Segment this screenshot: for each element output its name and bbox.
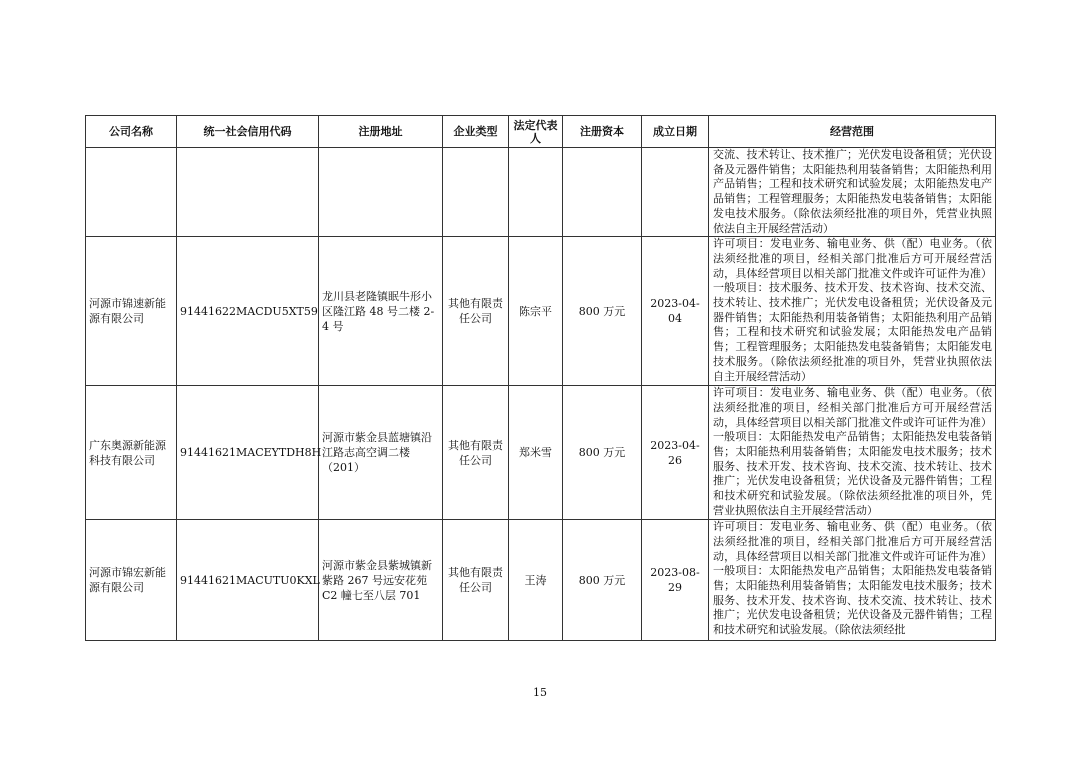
header-scope: 经营范围 <box>709 116 996 148</box>
capital-cell: 800 万元 <box>563 386 642 520</box>
table-row <box>86 148 996 237</box>
scope-cell: 交流、技术转让、技术推广；光伏发电设备租赁；光伏设备及元器件销售；太阳能热利用装备销售；太阳能热利用产品销售；工程和技术研究和试验发展；太阳能热发电产品销售；工程管理服务；太阳能热发电装备销售；太阳能发电技术服务。（除依法须经批准的项目外，凭营业执照依法自主开展经营活动） <box>709 148 996 237</box>
address-cell: 河源市紫金县紫城镇新紫路 267 号远安花苑 C2 幢七至八层 701 <box>319 520 443 641</box>
capital-cell <box>563 148 642 237</box>
address-cell <box>319 148 443 237</box>
company-name-cell: 河源市锦宏新能源有限公司 <box>86 520 177 641</box>
company-table <box>85 115 996 641</box>
credit-code-cell: 91441621MACEYTDH8H <box>177 386 319 520</box>
scope-cell: 许可项目：发电业务、输电业务、供（配）电业务。（依法须经批准的项目，经相关部门批准后方可开展经营活动，具体经营项目以相关部门批准文件或许可证件为准）一般项目：太阳能热发电产品销售；太阳能热发电装备销售；太阳能热利用装备销售；太阳能发电技术服务；技术服务、技术开发、技术咨询、技术交流、技术转让、技术推广；光伏发电设备租赁；光伏设备及元器件销售；工程和技术研究和试验发展。（除依法须经批准的项目外，凭营业执照依法自主开展经营活动） <box>709 386 996 520</box>
date-cell <box>642 148 709 237</box>
credit-code-cell: 91441622MACDU5XT59 <box>177 237 319 386</box>
scope-cell: 许可项目：发电业务、输电业务、供（配）电业务。（依法须经批准的项目，经相关部门批准后方可开展经营活动，具体经营项目以相关部门批准文件或许可证件为准）一般项目：太阳能热发电产品销售；太阳能热发电装备销售；太阳能热利用装备销售；太阳能发电技术服务；技术服务、技术开发、技术咨询、技术交流、技术转让、技术推广；光伏发电设备租赁；光伏设备及元器件销售；工程和技术研究和试验发展。（除依法须经批 <box>709 520 996 641</box>
company-type-cell <box>443 148 509 237</box>
header-credit-code: 统一社会信用代码 <box>177 116 319 148</box>
date-cell: 2023-04-04 <box>642 237 709 386</box>
header-date: 成立日期 <box>642 116 709 148</box>
date-cell: 2023-08-29 <box>642 520 709 641</box>
capital-cell: 800 万元 <box>563 237 642 386</box>
table-row <box>86 386 996 520</box>
table-row <box>86 520 996 641</box>
address-cell: 河源市紫金县蓝塘镇沿江路志高空调二楼（201） <box>319 386 443 520</box>
header-company-name: 公司名称 <box>86 116 177 148</box>
credit-code-cell <box>177 148 319 237</box>
legal-rep-cell: 陈宗平 <box>509 237 563 386</box>
company-name-cell: 广东奥源新能源科技有限公司 <box>86 386 177 520</box>
header-legal-rep: 法定代表人 <box>509 116 563 148</box>
legal-rep-cell: 郑米雪 <box>509 386 563 520</box>
legal-rep-cell: 王涛 <box>509 520 563 641</box>
legal-rep-cell <box>509 148 563 237</box>
credit-code-cell: 91441621MACUTU0KXL <box>177 520 319 641</box>
table-row <box>86 237 996 386</box>
company-type-cell: 其他有限责任公司 <box>443 520 509 641</box>
company-type-cell: 其他有限责任公司 <box>443 237 509 386</box>
page-number: 15 <box>533 686 547 699</box>
scope-cell: 许可项目：发电业务、输电业务、供（配）电业务。（依法须经批准的项目，经相关部门批准后方可开展经营活动，具体经营项目以相关部门批准文件或许可证件为准）一般项目：技术服务、技术开发、技术咨询、技术交流、技术转让、技术推广；光伏发电设备租赁；光伏设备及元器件销售；太阳能热利用装备销售；太阳能热利用产品销售；工程和技术研究和试验发展；太阳能热发电产品销售；工程管理服务；太阳能热发电装备销售；太阳能发电技术服务。（除依法须经批准的项目外，凭营业执照依法自主开展经营活动） <box>709 237 996 386</box>
company-name-cell: 河源市锦速新能源有限公司 <box>86 237 177 386</box>
address-cell: 龙川县老隆镇眠牛形小区隆江路 48 号二楼 2-4 号 <box>319 237 443 386</box>
header-capital: 注册资本 <box>563 116 642 148</box>
header-row <box>86 116 996 148</box>
company-type-cell: 其他有限责任公司 <box>443 386 509 520</box>
date-cell: 2023-04-26 <box>642 386 709 520</box>
header-company-type: 企业类型 <box>443 116 509 148</box>
company-name-cell <box>86 148 177 237</box>
capital-cell: 800 万元 <box>563 520 642 641</box>
header-address: 注册地址 <box>319 116 443 148</box>
